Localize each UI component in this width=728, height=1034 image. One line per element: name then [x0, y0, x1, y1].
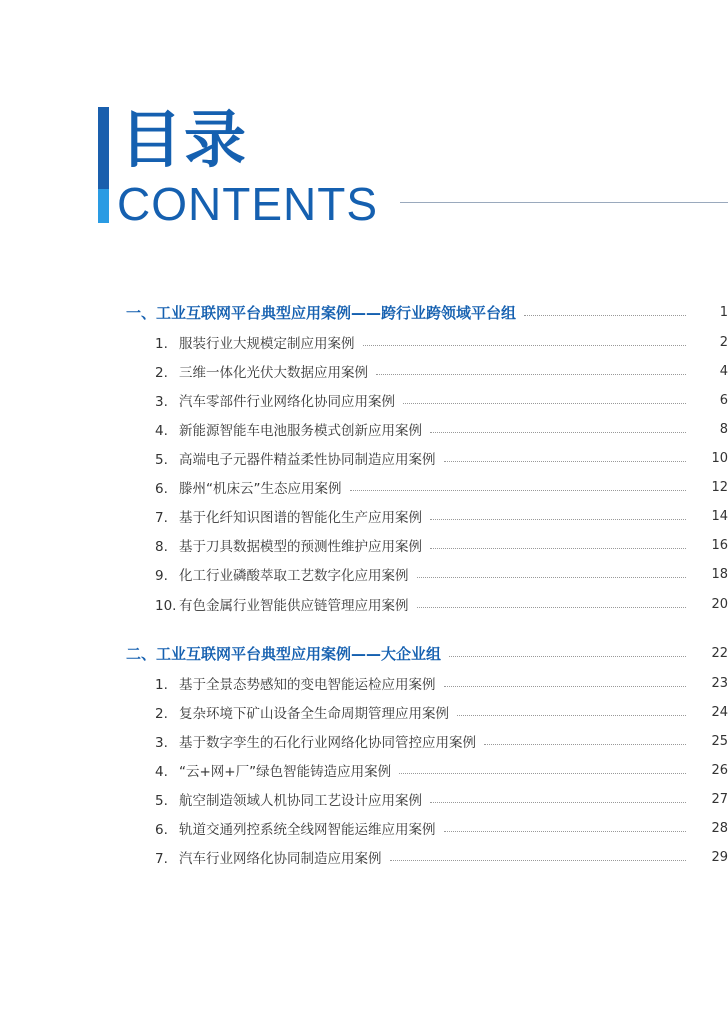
leader-dots	[363, 344, 687, 346]
item-title: 基于数字孪生的石化行业网络化协同管控应用案例	[179, 735, 476, 751]
page-subtitle: CONTENTS	[117, 178, 378, 230]
item-number: 1.	[155, 677, 168, 693]
page-number: 24	[711, 704, 728, 720]
item-title: 高端电子元器件精益柔性协同制造应用案例	[179, 452, 436, 468]
page-number: 16	[711, 537, 728, 553]
accent-bar-light	[98, 189, 109, 223]
leader-dots	[444, 460, 687, 462]
toc-item[interactable]	[0, 816, 728, 840]
page-number: 2	[719, 334, 728, 350]
toc-item[interactable]	[0, 845, 728, 869]
leader-dots	[484, 743, 686, 745]
item-title: 三维一体化光伏大数据应用案例	[179, 365, 368, 381]
toc-item[interactable]	[0, 417, 728, 441]
leader-dots	[350, 489, 687, 491]
page-number: 26	[711, 762, 728, 778]
item-title: 化工行业磷酸萃取工艺数字化应用案例	[179, 568, 409, 584]
item-number: 3.	[155, 735, 168, 751]
item-title: 汽车行业网络化协同制造应用案例	[179, 851, 382, 867]
item-title: 新能源智能车电池服务模式创新应用案例	[179, 423, 422, 439]
leader-dots	[449, 655, 686, 657]
leader-dots	[444, 830, 687, 832]
toc-section-1[interactable]	[0, 300, 728, 324]
toc-item[interactable]	[0, 758, 728, 782]
page-number: 12	[711, 479, 728, 495]
toc-item[interactable]	[0, 446, 728, 470]
section-title: 二、工业互联网平台典型应用案例——大企业组	[126, 644, 442, 663]
page-number: 10	[711, 450, 728, 466]
toc-item[interactable]	[0, 787, 728, 811]
item-number: 6.	[155, 481, 168, 497]
page-number: 27	[711, 791, 728, 807]
toc-item[interactable]	[0, 729, 728, 753]
item-title: 航空制造领域人机协同工艺设计应用案例	[179, 793, 422, 809]
toc-item[interactable]	[0, 504, 728, 528]
leader-dots	[417, 576, 687, 578]
page-number: 25	[711, 733, 728, 749]
item-title: 服装行业大规模定制应用案例	[179, 336, 355, 352]
leader-dots	[403, 402, 686, 404]
title-divider	[400, 202, 728, 203]
page-title: 目录	[120, 103, 249, 176]
toc-item[interactable]	[0, 475, 728, 499]
page-number: 20	[711, 596, 728, 612]
item-number: 9.	[155, 568, 168, 584]
leader-dots	[417, 606, 687, 608]
item-number: 7.	[155, 851, 168, 867]
item-number: 5.	[155, 793, 168, 809]
page-number: 1	[719, 304, 728, 320]
page-number: 6	[719, 392, 728, 408]
item-number: 10.	[155, 598, 177, 614]
toc-item[interactable]	[0, 359, 728, 383]
item-title: 基于刀具数据模型的预测性维护应用案例	[179, 539, 422, 555]
toc-item[interactable]	[0, 533, 728, 557]
leader-dots	[457, 714, 686, 716]
page-number: 22	[711, 645, 728, 661]
page-number: 29	[711, 849, 728, 865]
item-number: 8.	[155, 539, 168, 555]
section-title: 一、工业互联网平台典型应用案例——跨行业跨领域平台组	[126, 303, 517, 322]
item-title: 基于化纤知识图谱的智能化生产应用案例	[179, 510, 422, 526]
leader-dots	[430, 547, 686, 549]
item-number: 2.	[155, 706, 168, 722]
item-number: 5.	[155, 452, 168, 468]
item-number: 7.	[155, 510, 168, 526]
toc-section-2[interactable]	[0, 641, 728, 665]
item-number: 6.	[155, 822, 168, 838]
item-title: “云+网+厂”绿色智能铸造应用案例	[179, 764, 392, 780]
item-title: 复杂环境下矿山设备全生命周期管理应用案例	[179, 706, 449, 722]
toc-item[interactable]	[0, 700, 728, 724]
toc-item[interactable]	[0, 671, 728, 695]
page-number: 8	[719, 421, 728, 437]
item-title: 基于全景态势感知的变电智能运检应用案例	[179, 677, 436, 693]
item-title: 有色金属行业智能供应链管理应用案例	[179, 598, 409, 614]
toc-item[interactable]	[0, 562, 728, 586]
leader-dots	[524, 314, 686, 316]
item-title: 轨道交通列控系统全线网智能运维应用案例	[179, 822, 436, 838]
leader-dots	[430, 801, 686, 803]
toc-item[interactable]	[0, 388, 728, 412]
leader-dots	[430, 431, 686, 433]
leader-dots	[430, 518, 686, 520]
item-number: 3.	[155, 394, 168, 410]
page-number: 4	[719, 363, 728, 379]
item-number: 2.	[155, 365, 168, 381]
leader-dots	[444, 685, 687, 687]
toc-item[interactable]	[0, 592, 728, 616]
item-number: 4.	[155, 423, 168, 439]
page-number: 23	[711, 675, 728, 691]
item-title: 汽车零部件行业网络化协同应用案例	[179, 394, 395, 410]
page-number: 28	[711, 820, 728, 836]
item-number: 1.	[155, 336, 168, 352]
leader-dots	[376, 373, 686, 375]
leader-dots	[399, 772, 686, 774]
item-number: 4.	[155, 764, 168, 780]
accent-bar-dark	[98, 107, 109, 189]
leader-dots	[390, 859, 687, 861]
page-number: 14	[711, 508, 728, 524]
page-number: 18	[711, 566, 728, 582]
item-title: 滕州“机床云”生态应用案例	[179, 481, 342, 497]
toc-item[interactable]	[0, 330, 728, 354]
